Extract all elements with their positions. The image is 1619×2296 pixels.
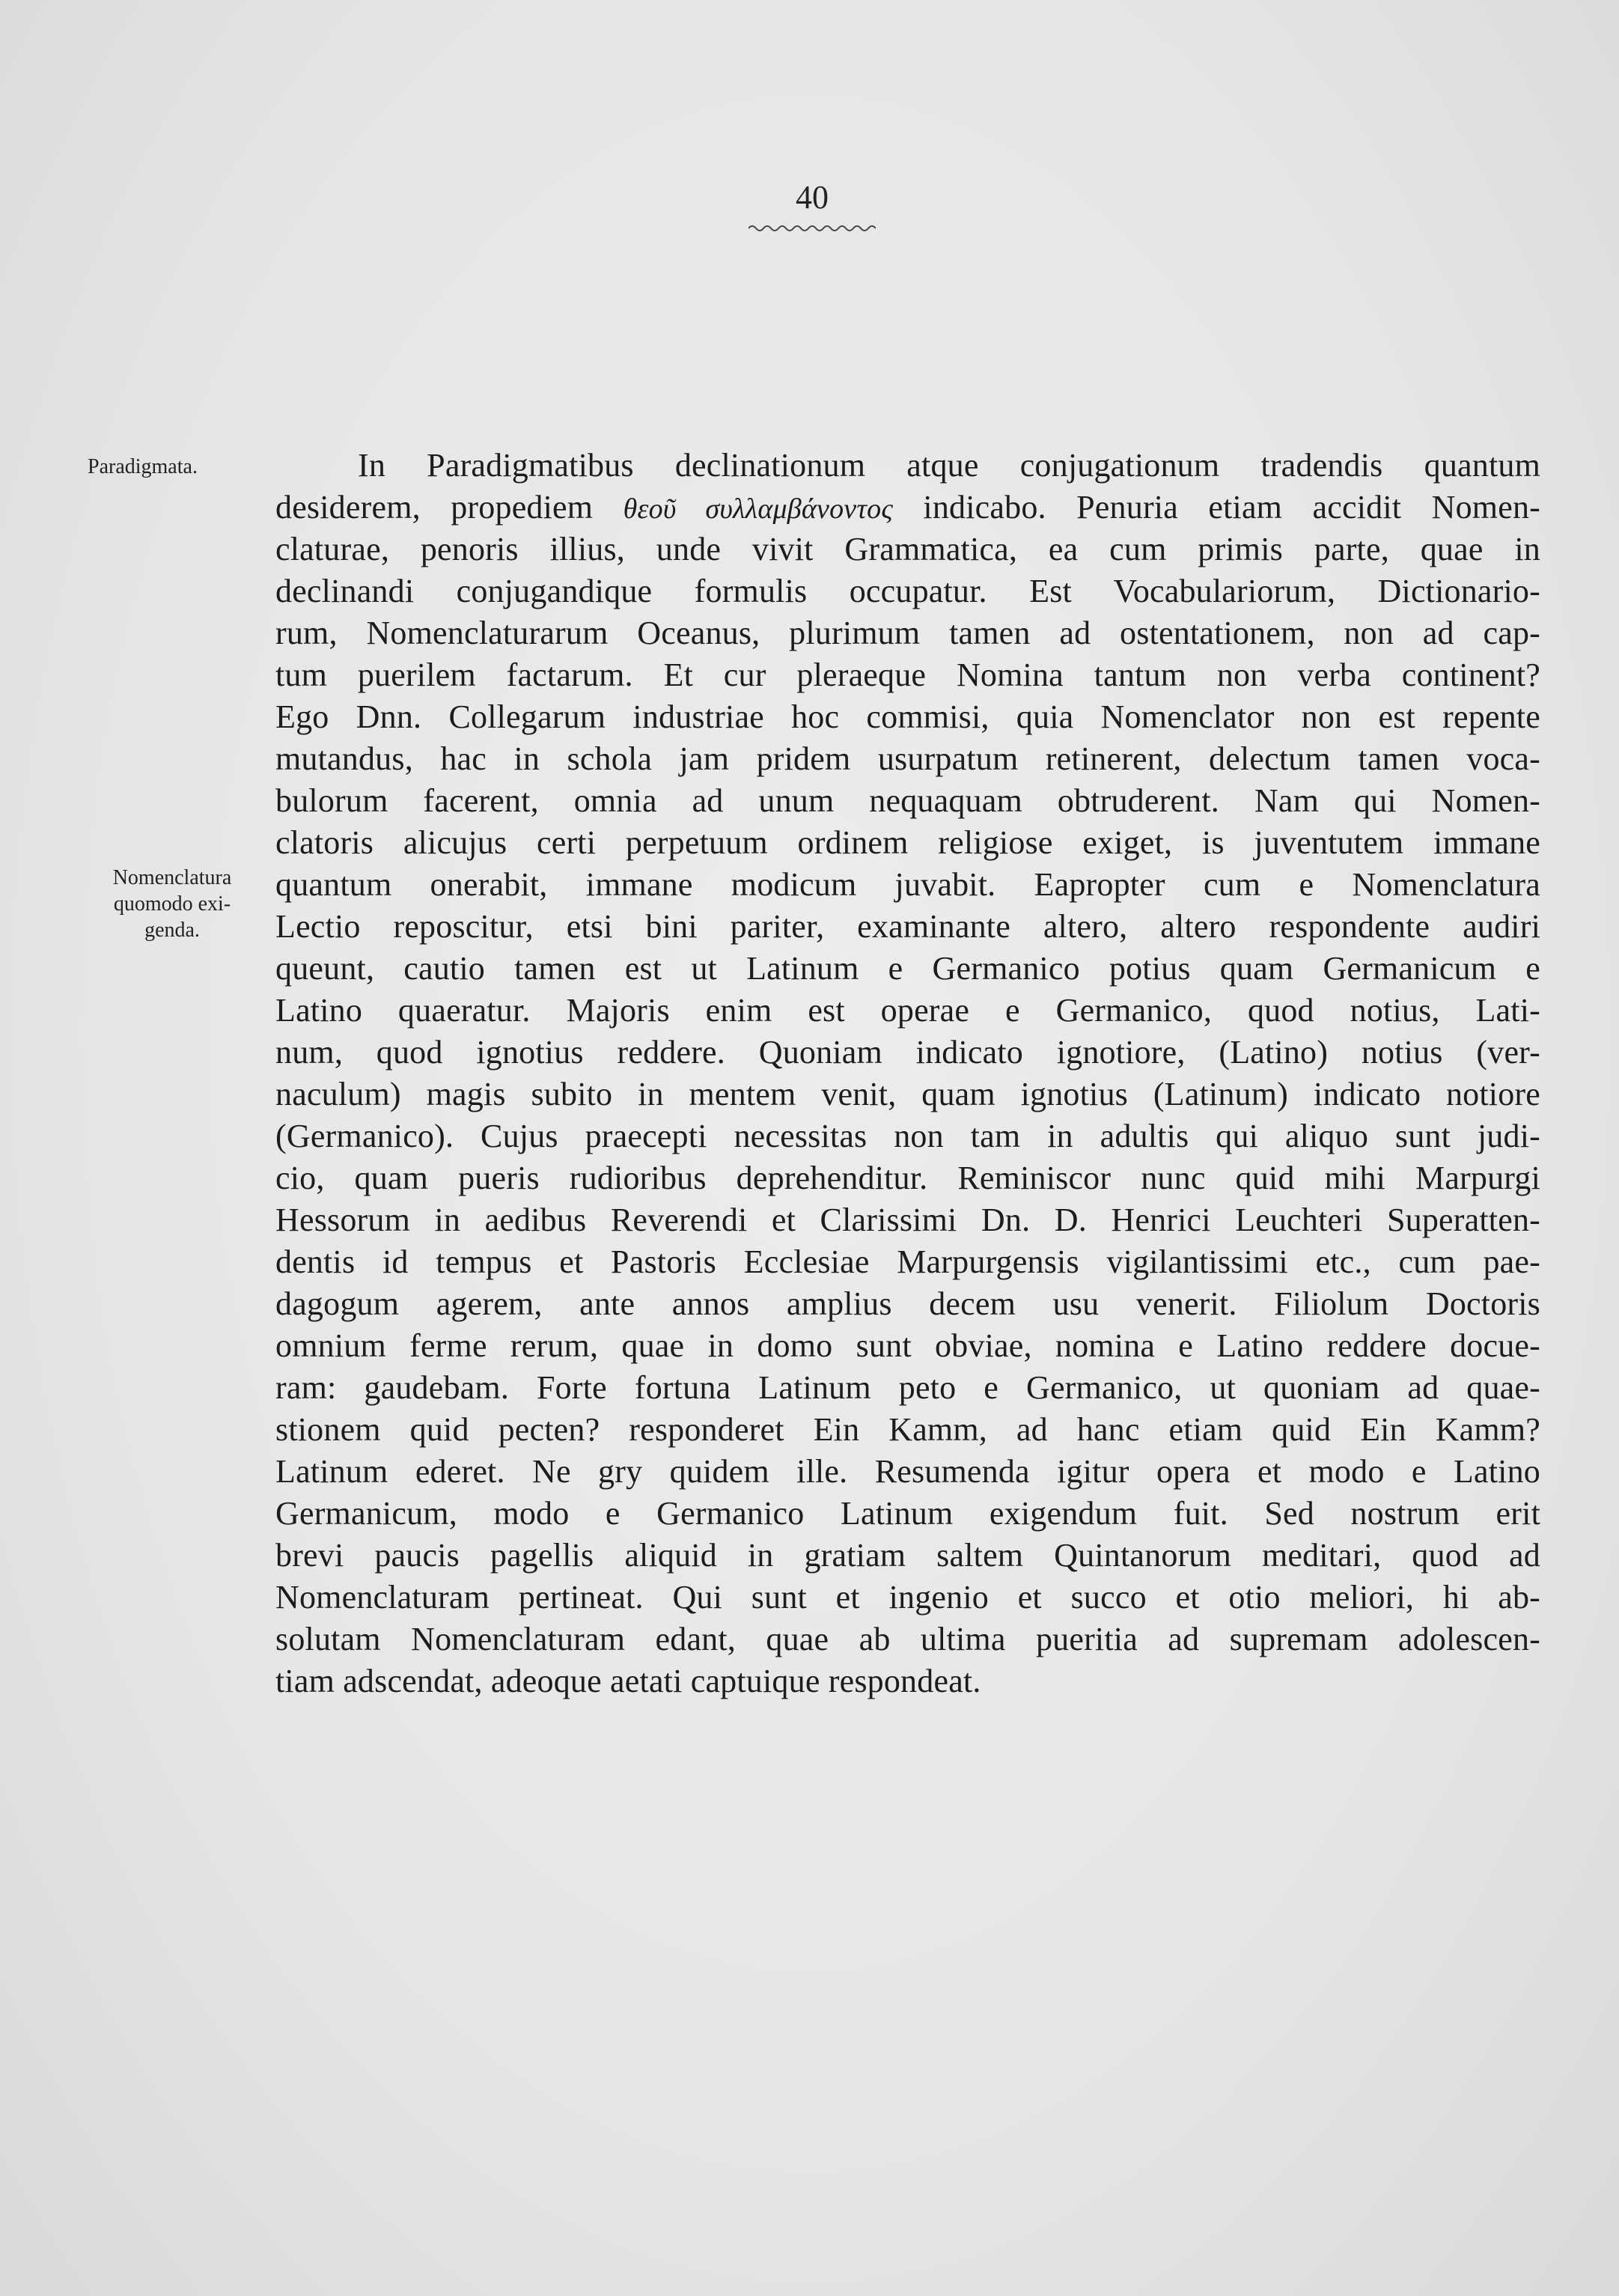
text-line: claturae, penoris illius, unde vivit Grammatica, ea cum primis parte, quae in <box>275 531 1540 567</box>
margin-note-nomenclatura <box>82 865 262 943</box>
text-line: declinandi conjugandique formulis occupatur. Est Vocabulariorum, Dictionario- <box>275 573 1540 609</box>
text-line: dagogum agerem, ante annos amplius decem usu venerit. Filiolum Doctoris <box>275 1285 1540 1322</box>
text-line: omnium ferme rerum, quae in domo sunt obviae, nomina e Latino reddere docue- <box>275 1327 1540 1364</box>
margin-note-line: genda. <box>144 919 200 942</box>
margin-note-paradigmata: Paradigmata. <box>88 455 198 478</box>
wavy-rule-ornament <box>748 222 876 235</box>
margin-note-line: Nomenclatura <box>112 866 232 889</box>
text-line: Ego Dnn. Collegarum industriae hoc commisi, quia Nomenclator non est repente <box>275 698 1540 735</box>
text-line: rum, Nomenclaturarum Oceanus, plurimum tamen ad ostentationem, non ad cap- <box>275 615 1540 651</box>
greek-phrase: θεοῦ συλλαμβάνοντος <box>623 493 893 525</box>
text-line: mutandus, hac in schola jam pridem usurpatum retinerent, delectum tamen voca- <box>275 740 1540 777</box>
text-line: naculum) magis subito in mentem venit, quam ignotius (Latinum) indicato notiore <box>275 1076 1540 1112</box>
text-line: Latinum ederet. Ne gry quidem ille. Resumenda igitur opera et modo e Latino <box>275 1453 1540 1490</box>
text-line: clatoris alicujus certi perpetuum ordinem religiose exiget, is juventutem immane <box>275 824 1540 861</box>
text-line: In Paradigmatibus declinationum atque conjugationum tradendis quantum <box>358 447 1540 484</box>
text-line: Nomenclaturam pertineat. Qui sunt et ingenio et succo et otio meliori, hi ab- <box>275 1579 1540 1616</box>
text-line: quantum onerabit, immane modicum juvabit. Eapropter cum e Nomenclatura <box>275 866 1540 903</box>
text-line: Latino quaeratur. Majoris enim est operae e Germanico, quod notius, Lati- <box>275 992 1540 1029</box>
text-line: Germanicum, modo e Germanico Latinum exigendum fuit. Sed nostrum erit <box>275 1495 1540 1532</box>
text-line: solutam Nomenclaturam edant, quae ab ultima pueritia ad supremam adolescen- <box>275 1621 1540 1657</box>
page-number: 40 <box>796 179 829 216</box>
text-line: stionem quid pecten? responderet Ein Kamm, ad hanc etiam quid Ein Kamm? <box>275 1411 1540 1448</box>
text-line: desiderem, propediem θεοῦ συλλαμβάνοντος indicabo. Penuria etiam accidit Nomen- <box>275 489 1540 526</box>
body-text <box>275 445 1540 1702</box>
text-line: (Germanico). Cujus praecepti necessitas non tam in adultis qui aliquo sunt judi- <box>275 1118 1540 1154</box>
text-line: bulorum facerent, omnia ad unum nequaquam obtruderent. Nam qui Nomen- <box>275 782 1540 819</box>
text-line: tum puerilem factarum. Et cur pleraeque Nomina tantum non verba continent? <box>275 657 1540 693</box>
text-line: queunt, cautio tamen est ut Latinum e Germanico potius quam Germanicum e <box>275 950 1540 987</box>
text-line: dentis id tempus et Pastoris Ecclesiae Marpurgensis vigilantissimi etc., cum pae- <box>275 1243 1540 1280</box>
text-line: brevi paucis pagellis aliquid in gratiam saltem Quintanorum meditari, quod ad <box>275 1537 1540 1574</box>
text-line: Lectio reposcitur, etsi bini pariter, examinante altero, altero respondente audiri <box>275 908 1540 945</box>
text-line: ram: gaudebam. Forte fortuna Latinum peto e Germanico, ut quoniam ad quae- <box>275 1369 1540 1406</box>
text-line: cio, quam pueris rudioribus deprehenditur. Reminiscor nunc quid mihi Marpurgi <box>275 1160 1540 1196</box>
margin-note-line: quomodo exi- <box>113 892 231 916</box>
text-line: num, quod ignotius reddere. Quoniam indicato ignotiore, (Latino) notius (ver- <box>275 1034 1540 1071</box>
text-line: Hessorum in aedibus Reverendi et Clarissimi Dn. D. Henrici Leuchteri Superatten- <box>275 1202 1540 1238</box>
text-line: tiam adscendat, adeoque aetati captuique respondeat. <box>275 1663 981 1699</box>
